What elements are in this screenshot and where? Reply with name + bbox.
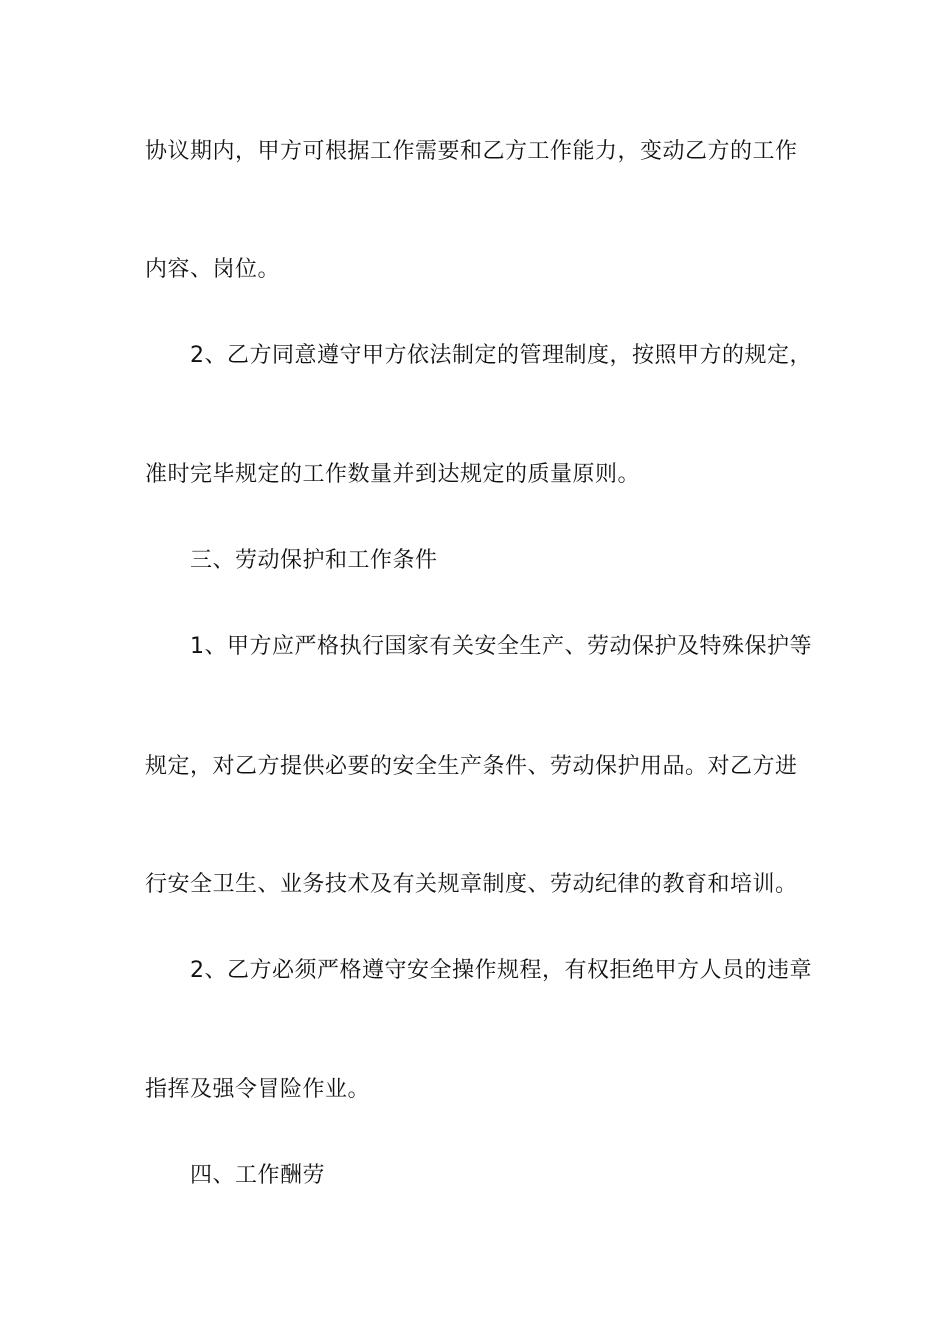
- clause-line: 2、乙方同意遵守甲方依法制定的管理制度，按照甲方的规定，: [190, 343, 812, 368]
- clause-line: 2、乙方必须严格遵守安全操作规程，有权拒绝甲方人员的违章: [190, 958, 812, 983]
- clause-line: 1、甲方应严格执行国家有关安全生产、劳动保护及特殊保护等: [190, 634, 812, 659]
- paragraph-line: 协议期内，甲方可根据工作需要和乙方工作能力，变动乙方的工作: [145, 139, 798, 164]
- paragraph-line: 行安全卫生、业务技术及有关规章制度、劳动纪律的教育和培训。: [145, 872, 798, 897]
- section-heading: 三、劳动保护和工作条件: [190, 548, 438, 573]
- paragraph-line: 准时完毕规定的工作数量并到达规定的质量原则。: [145, 462, 641, 487]
- paragraph-line: 指挥及强令冒险作业。: [145, 1077, 371, 1102]
- paragraph-line: 内容、岗位。: [145, 257, 281, 282]
- paragraph-line: 规定，对乙方提供必要的安全生产条件、劳动保护用品。对乙方进: [145, 754, 798, 779]
- section-heading: 四、工作酬劳: [190, 1163, 326, 1188]
